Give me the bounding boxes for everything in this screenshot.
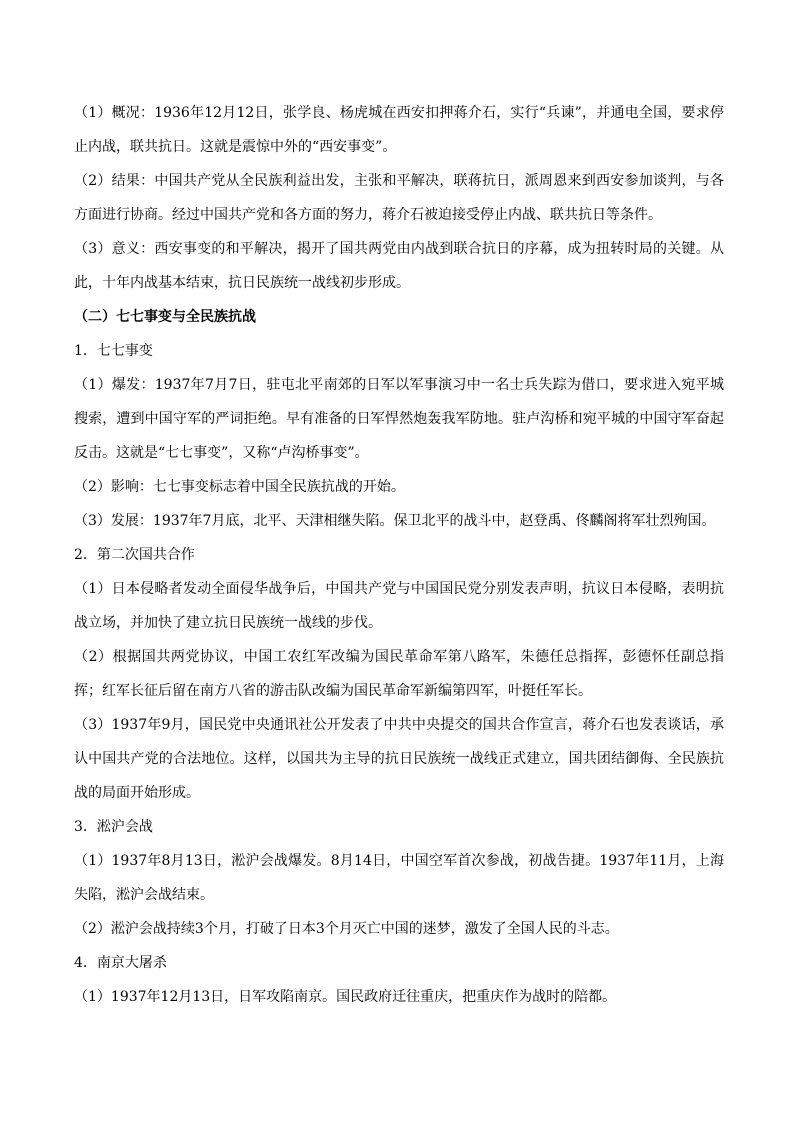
paragraph-cooperation-1: （1）日本侵略者发动全面侵华战争后，中国共产党与中国国民党分别发表声明，抗议日本侵略，表明抗战立场，并加快了建立抗日民族统一战线的步伐。 <box>74 581 724 631</box>
paragraph-xian-result: （2）结果：中国共产党从全民族利益出发，主张和平解决，联蒋抗日，派周恩来到西安参加谈判，与各方面进行协商。经过中国共产党和各方面的努力，蒋介石被迫接受停止内战、联共抗日等条件。 <box>74 173 724 223</box>
subheading-second-cooperation: 2．第二次国共合作 <box>74 547 195 563</box>
subheading-july7-incident: 1．七七事变 <box>74 343 153 359</box>
paragraph-nanjing-1: （1）1937年12月13日，日军攻陷南京。国民政府迁往重庆，把重庆作为战时的陪都。 <box>74 989 617 1005</box>
paragraph-xian-significance: （3）意义：西安事变的和平解决，揭开了国共两党由内战到联合抗日的序幕，成为扭转时局的关键。从此，十年内战基本结束，抗日民族统一战线初步形成。 <box>74 241 724 291</box>
paragraph-july7-development: （3）发展：1937年7月底，北平、天津相继失陷。保卫北平的战斗中，赵登禹、佟麟阁将军壮烈殉国。 <box>74 513 716 529</box>
subheading-nanjing-massacre: 4．南京大屠杀 <box>74 955 167 971</box>
subheading-songhu-battle: 3．淞沪会战 <box>74 819 153 835</box>
paragraph-july7-impact: （2）影响：七七事变标志着中国全民族抗战的开始。 <box>74 479 405 495</box>
section-heading-july7-war: （二）七七事变与全民族抗战 <box>74 309 256 325</box>
paragraph-cooperation-3: （3）1937年9月，国民党中央通讯社公开发表了中共中央提交的国共合作宣言，蒋介石也发表谈话，承认中国共产党的合法地位。这样，以国共为主导的抗日民族统一战线正式建立，国共团结御侮、全民族抗战的局面开始形成。 <box>74 717 724 801</box>
paragraph-xian-overview: （1）概况：1936年12月12日，张学良、杨虎城在西安扣押蒋介石，实行“兵谏”，并通电全国，要求停止内战，联共抗日。这就是震惊中外的“西安事变”。 <box>74 105 724 155</box>
paragraph-july7-outbreak: （1）爆发：1937年7月7日，驻屯北平南郊的日军以军事演习中一名士兵失踪为借口，要求进入宛平城搜索，遭到中国守军的严词拒绝。早有准备的日军悍然炮轰我军防地。驻卢沟桥和宛平城的中国守军奋起反击。这就是“七七事变”，又称“卢沟桥事变”。 <box>74 377 724 461</box>
document-page <box>74 96 724 1014</box>
paragraph-songhu-1: （1）1937年8月13日，淞沪会战爆发。8月14日，中国空军首次参战，初战告捷。1937年11月，上海失陷，淞沪会战结束。 <box>74 853 724 903</box>
paragraph-cooperation-2: （2）根据国共两党协议，中国工农红军改编为国民革命军第八路军，朱德任总指挥，彭德怀任副总指挥；红军长征后留在南方八省的游击队改编为国民革命军新编第四军，叶挺任军长。 <box>74 649 724 699</box>
paragraph-songhu-2: （2）淞沪会战持续3个月，打破了日本3个月灭亡中国的迷梦，激发了全国人民的斗志。 <box>74 921 619 937</box>
